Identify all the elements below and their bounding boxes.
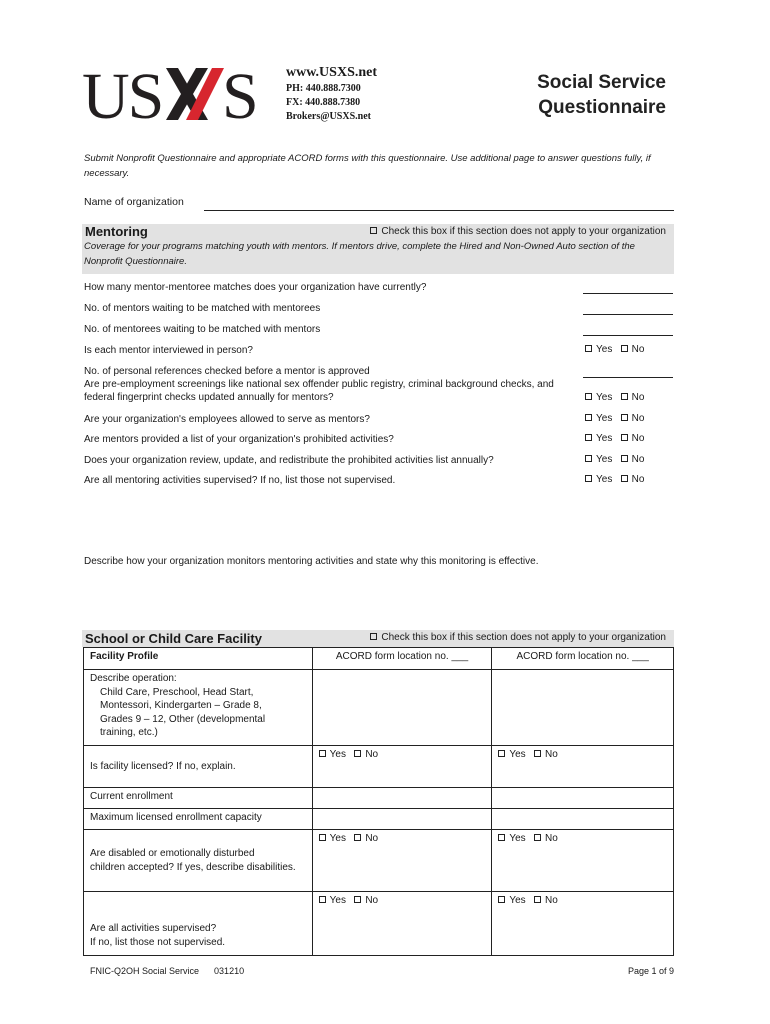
school-not-applicable-label: Check this box if this section does not apply to your organization bbox=[381, 632, 666, 643]
table-row bbox=[84, 746, 674, 788]
checkbox-icon[interactable] bbox=[370, 227, 377, 234]
contact-block bbox=[286, 66, 377, 124]
enrollment-input-2[interactable] bbox=[492, 788, 674, 809]
supervised-yes-no-2[interactable]: Yes No bbox=[492, 892, 674, 956]
enrollment-input-1[interactable] bbox=[312, 788, 492, 809]
table-row bbox=[84, 892, 674, 956]
yes-checkbox[interactable] bbox=[585, 393, 592, 400]
acord-location-header-1[interactable]: ACORD form location no. ___ bbox=[312, 648, 492, 670]
yes-checkbox[interactable] bbox=[585, 455, 592, 462]
answer-mentors-waiting-field[interactable] bbox=[583, 314, 673, 315]
mentoring-note: Coverage for your programs matching youth with mentors. If mentors drive, complete the Hired and Non-Owned Auto section of the Nonprofit Questionnaire. bbox=[84, 241, 635, 267]
yes-checkbox[interactable] bbox=[319, 834, 326, 841]
capacity-input-1[interactable] bbox=[312, 809, 492, 830]
yes-checkbox[interactable] bbox=[319, 896, 326, 903]
mentoring-title: Mentoring bbox=[85, 224, 148, 239]
acord-location-header-2[interactable]: ACORD form location no. ___ bbox=[492, 648, 674, 670]
yes-checkbox[interactable] bbox=[319, 750, 326, 757]
facility-profile-header: Facility Profile bbox=[84, 648, 313, 670]
website-link[interactable]: www.USXS.net bbox=[286, 65, 378, 80]
answer-mentorees-waiting-field[interactable] bbox=[583, 335, 673, 336]
no-checkbox[interactable] bbox=[354, 750, 361, 757]
yes-checkbox[interactable] bbox=[585, 475, 592, 482]
no-checkbox[interactable] bbox=[534, 834, 541, 841]
question-references: No. of personal references checked before a mentor is approved bbox=[84, 366, 370, 377]
question-matches: How many mentor-mentoree matches does your organization have currently? bbox=[84, 282, 427, 293]
capacity-input-2[interactable] bbox=[492, 809, 674, 830]
no-checkbox[interactable] bbox=[621, 414, 628, 421]
no-checkbox[interactable] bbox=[621, 345, 628, 352]
no-checkbox[interactable] bbox=[354, 896, 361, 903]
no-checkbox[interactable] bbox=[534, 896, 541, 903]
no-checkbox[interactable] bbox=[354, 834, 361, 841]
no-checkbox[interactable] bbox=[534, 750, 541, 757]
fax-number: FX: 440.888.7380 bbox=[286, 97, 361, 108]
yes-checkbox[interactable] bbox=[498, 834, 505, 841]
question-prohibited-list: Are mentors provided a list of your organization's prohibited activities? bbox=[84, 434, 394, 445]
footer-form-id: FNIC-Q2OH Social Service 031210 bbox=[90, 966, 245, 976]
mentoring-not-applicable[interactable] bbox=[370, 226, 666, 237]
supervised-cell: Are all activities supervised? If no, list those not supervised. bbox=[84, 892, 313, 956]
question-supervised: Are all mentoring activities supervised? If no, list those not supervised. bbox=[84, 475, 396, 486]
no-checkbox[interactable] bbox=[621, 475, 628, 482]
logo-text-us: US bbox=[82, 62, 163, 126]
mentoring-section-header bbox=[82, 224, 674, 274]
footer-date-code: 031210 bbox=[214, 966, 245, 976]
usxs-logo-graphic bbox=[82, 62, 262, 126]
licensed-cell: Is facility licensed? If no, explain. bbox=[84, 746, 313, 788]
yes-checkbox[interactable] bbox=[585, 345, 592, 352]
question-review-list: Does your organization review, update, and redistribute the prohibited activities list annually? bbox=[84, 455, 494, 466]
footer-page-number: Page 1 of 9 bbox=[627, 966, 674, 976]
yes-no-prohibited-list[interactable]: Yes No bbox=[585, 433, 644, 444]
table-header-row bbox=[84, 648, 674, 670]
no-checkbox[interactable] bbox=[621, 393, 628, 400]
checkbox-icon[interactable] bbox=[370, 633, 377, 640]
school-not-applicable[interactable] bbox=[370, 632, 666, 643]
table-row bbox=[84, 830, 674, 892]
table-row bbox=[84, 788, 674, 809]
yes-no-employees[interactable]: Yes No bbox=[585, 413, 644, 424]
facility-profile-table bbox=[83, 647, 674, 956]
question-mentors-waiting: No. of mentors waiting to be matched with mentorees bbox=[84, 303, 321, 314]
disabled-yes-no-1[interactable]: Yes No bbox=[312, 830, 492, 892]
title-line-1: Social Service bbox=[537, 72, 666, 93]
describe-operation-cell: Describe operation: Child Care, Preschool, Head Start, Montessori, Kindergarten – Grade 8, Grades 9 – 12, Other (developmental training, etc.) bbox=[84, 670, 313, 746]
org-name-label: Name of organization bbox=[84, 196, 184, 208]
disabled-cell: Are disabled or emotionally disturbed children accepted? If yes, describe disabilities. bbox=[84, 830, 313, 892]
enrollment-cell: Current enrollment bbox=[84, 788, 313, 809]
question-mentorees-waiting: No. of mentorees waiting to be matched with mentors bbox=[84, 324, 321, 335]
mentoring-not-applicable-label: Check this box if this section does not apply to your organization bbox=[381, 226, 666, 237]
yes-no-review-list[interactable]: Yes No bbox=[585, 454, 644, 465]
disabled-yes-no-2[interactable]: Yes No bbox=[492, 830, 674, 892]
answer-matches-field[interactable] bbox=[583, 293, 673, 294]
email-link[interactable]: Brokers@USXS.net bbox=[286, 111, 371, 122]
org-name-field[interactable] bbox=[204, 210, 674, 211]
intro-text: Submit Nonprofit Questionnaire and appropriate ACORD forms with this questionnaire. Use additional page to answer questions fully, if necessary. bbox=[84, 153, 651, 179]
yes-no-interviewed[interactable]: Yes No bbox=[585, 344, 644, 355]
yes-no-supervised[interactable]: Yes No bbox=[585, 474, 644, 485]
supervised-yes-no-1[interactable]: Yes No bbox=[312, 892, 492, 956]
table-row bbox=[84, 670, 674, 746]
describe-operation-input-1[interactable] bbox=[312, 670, 492, 746]
logo-text-s: S bbox=[222, 62, 259, 126]
yes-no-screenings[interactable]: Yes No bbox=[585, 392, 644, 403]
yes-checkbox[interactable] bbox=[498, 750, 505, 757]
question-interviewed: Is each mentor interviewed in person? bbox=[84, 345, 253, 356]
yes-checkbox[interactable] bbox=[585, 434, 592, 441]
licensed-yes-no-1[interactable]: Yes No bbox=[312, 746, 492, 788]
question-employees: Are your organization's employees allowed to serve as mentors? bbox=[84, 414, 370, 425]
question-screenings: Are pre-employment screenings like national sex offender public registry, criminal background checks, and federal fingerprint checks updated annually for mentors? bbox=[84, 379, 554, 403]
answer-references-field[interactable] bbox=[583, 377, 673, 378]
no-checkbox[interactable] bbox=[621, 455, 628, 462]
title-line-2: Questionnaire bbox=[538, 97, 666, 118]
yes-checkbox[interactable] bbox=[498, 896, 505, 903]
capacity-cell: Maximum licensed enrollment capacity bbox=[84, 809, 313, 830]
describe-monitoring: Describe how your organization monitors mentoring activities and state why this monitoring is effective. bbox=[84, 556, 539, 567]
no-checkbox[interactable] bbox=[621, 434, 628, 441]
usxs-logo bbox=[82, 62, 262, 126]
school-section-header bbox=[82, 630, 674, 647]
describe-operation-input-2[interactable] bbox=[492, 670, 674, 746]
table-row bbox=[84, 809, 674, 830]
page-title bbox=[537, 70, 666, 120]
phone-number: PH: 440.888.7300 bbox=[286, 83, 361, 94]
licensed-yes-no-2[interactable]: Yes No bbox=[492, 746, 674, 788]
school-title: School or Child Care Facility bbox=[85, 631, 262, 646]
yes-checkbox[interactable] bbox=[585, 414, 592, 421]
